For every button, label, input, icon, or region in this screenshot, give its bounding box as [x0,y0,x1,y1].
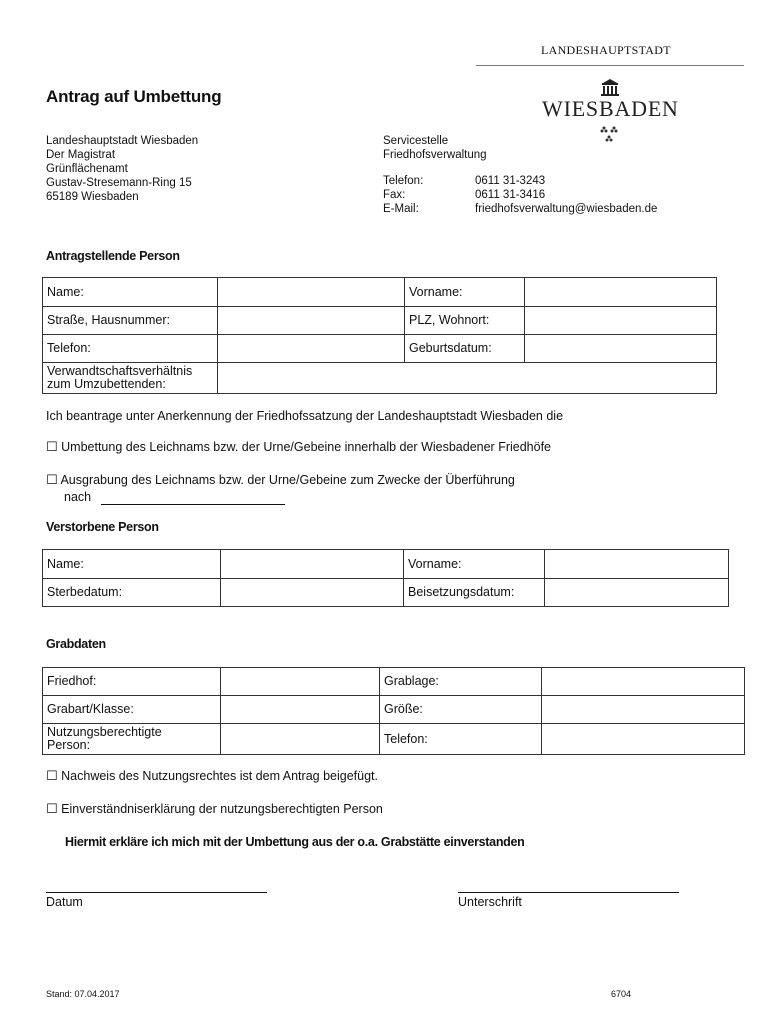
deceased-table [42,549,729,607]
ausgrabung-nach-input[interactable] [101,504,285,505]
footer-number: 6704 [611,989,632,999]
input-name[interactable] [218,278,405,307]
attachment-einverstaendnis[interactable] [46,802,383,817]
option-ausgrabung-label: Ausgrabung des Leichnams bzw. der Urne/Gebeine zum Zwecke der Überführung [60,473,515,487]
attachment-einverstaendnis-label: Einverständniserklärung der nutzungsberechtigten Person [61,802,383,816]
address-line: Gustav-Stresemann-Ring 15 [46,177,192,189]
unterschrift-input[interactable] [458,892,679,893]
label-nutzung-line2: Person: [47,738,91,752]
checkbox-nachweis[interactable]: ☐ [46,769,58,784]
input-grablage[interactable] [542,668,745,696]
checkbox-einverstaendnis[interactable]: ☐ [46,802,58,817]
input-telefon[interactable] [218,335,405,363]
label-nutzungsberechtigte [43,724,221,755]
datum-input[interactable] [46,892,267,893]
address-block [46,134,198,204]
unterschrift-label: Unterschrift [458,895,522,909]
input-groesse[interactable] [542,696,745,724]
fax-value: 0611 31-3416 [475,189,546,201]
input-vorname[interactable] [525,278,717,307]
input-strasse[interactable] [218,307,405,335]
input-beisetzungsdatum[interactable] [545,579,729,607]
label-verwandtschaft-line2: zum Umzubettenden: [47,377,166,391]
label-vorname: Vorname: [404,550,545,579]
building-icon [590,78,630,98]
applicant-table [42,277,717,394]
label-nutzung-line1: Nutzungsberechtigte [47,725,162,739]
grave-table [42,667,745,755]
service-line: Friedhofsverwaltung [383,149,487,161]
fax-label: Fax: [383,189,406,201]
label-strasse: Straße, Hausnummer: [43,307,218,335]
city-label: LANDESHAUPTSTADT [541,43,671,57]
label-sterbedatum: Sterbedatum: [43,579,221,607]
input-friedhof[interactable] [221,668,380,696]
attachment-nachweis[interactable] [46,769,378,784]
label-telefon: Telefon: [43,335,218,363]
grave-heading: Grabdaten [46,637,106,651]
label-geburtsdatum: Geburtsdatum: [405,335,525,363]
page-title: Antrag auf Umbettung [46,87,222,106]
label-plz: PLZ, Wohnort: [405,307,525,335]
fax-row [383,188,693,202]
phone-row [383,174,693,188]
checkbox-umbettung[interactable]: ☐ [46,440,58,455]
input-plz[interactable] [525,307,717,335]
label-groesse: Größe: [380,696,542,724]
email-value[interactable]: friedhofsverwaltung@wiesbaden.de [475,203,658,215]
option-umbettung[interactable] [46,440,551,455]
address-line: Der Magistrat [46,149,116,161]
attachment-nachweis-label: Nachweis des Nutzungsrechtes ist dem Antrag beigefügt. [61,769,378,783]
service-line: Servicestelle [383,135,449,147]
label-vorname: Vorname: [405,278,525,307]
logo-text: WIESBADEN [542,96,679,121]
input-grabart[interactable] [221,696,380,724]
service-block [383,134,693,216]
deceased-heading: Verstorbene Person [46,520,159,534]
phone-label: Telefon: [383,175,424,187]
email-row [383,202,693,216]
input-telefon[interactable] [542,724,745,755]
label-name: Name: [43,278,218,307]
address-line: 65189 Wiesbaden [46,191,139,203]
phone-value: 0611 31-3243 [475,175,546,187]
input-nutzungsberechtigte[interactable] [221,724,380,755]
address-line: Landeshauptstadt Wiesbaden [46,135,199,147]
input-vorname[interactable] [545,550,729,579]
header-rule [476,65,744,66]
checkbox-ausgrabung[interactable]: ☐ [46,473,58,488]
label-verwandtschaft-line1: Verwandtschaftsverhältnis [47,364,193,378]
label-grablage: Grablage: [380,668,542,696]
ausgrabung-nach-label: nach [64,490,92,504]
address-line: Grünflächenamt [46,163,128,175]
label-friedhof: Friedhof: [43,668,221,696]
label-verwandtschaft [43,363,218,394]
input-sterbedatum[interactable] [221,579,404,607]
email-label: E-Mail: [383,203,419,215]
applicant-heading: Antragstellende Person [46,249,180,263]
option-umbettung-label: Umbettung des Leichnams bzw. der Urne/Gebeine innerhalb der Wiesbadener Friedhöfe [61,440,552,454]
input-verwandtschaft[interactable] [218,363,717,394]
datum-label: Datum [46,895,83,909]
option-ausgrabung[interactable] [46,473,515,488]
label-grabart: Grabart/Klasse: [43,696,221,724]
label-telefon: Telefon: [380,724,542,755]
footer-stand: Stand: 07.04.2017 [46,989,120,999]
declaration-text: Hiermit erkläre ich mich mit der Umbettung aus der o.a. Grabstätte einverstanden [65,835,525,849]
label-beisetzungsdatum: Beisetzungsdatum: [404,579,545,607]
input-name[interactable] [221,550,404,579]
label-name: Name: [43,550,221,579]
input-geburtsdatum[interactable] [525,335,717,363]
request-intro: Ich beantrage unter Anerkennung der Friedhofssatzung der Landeshauptstadt Wiesbaden die [46,409,564,423]
